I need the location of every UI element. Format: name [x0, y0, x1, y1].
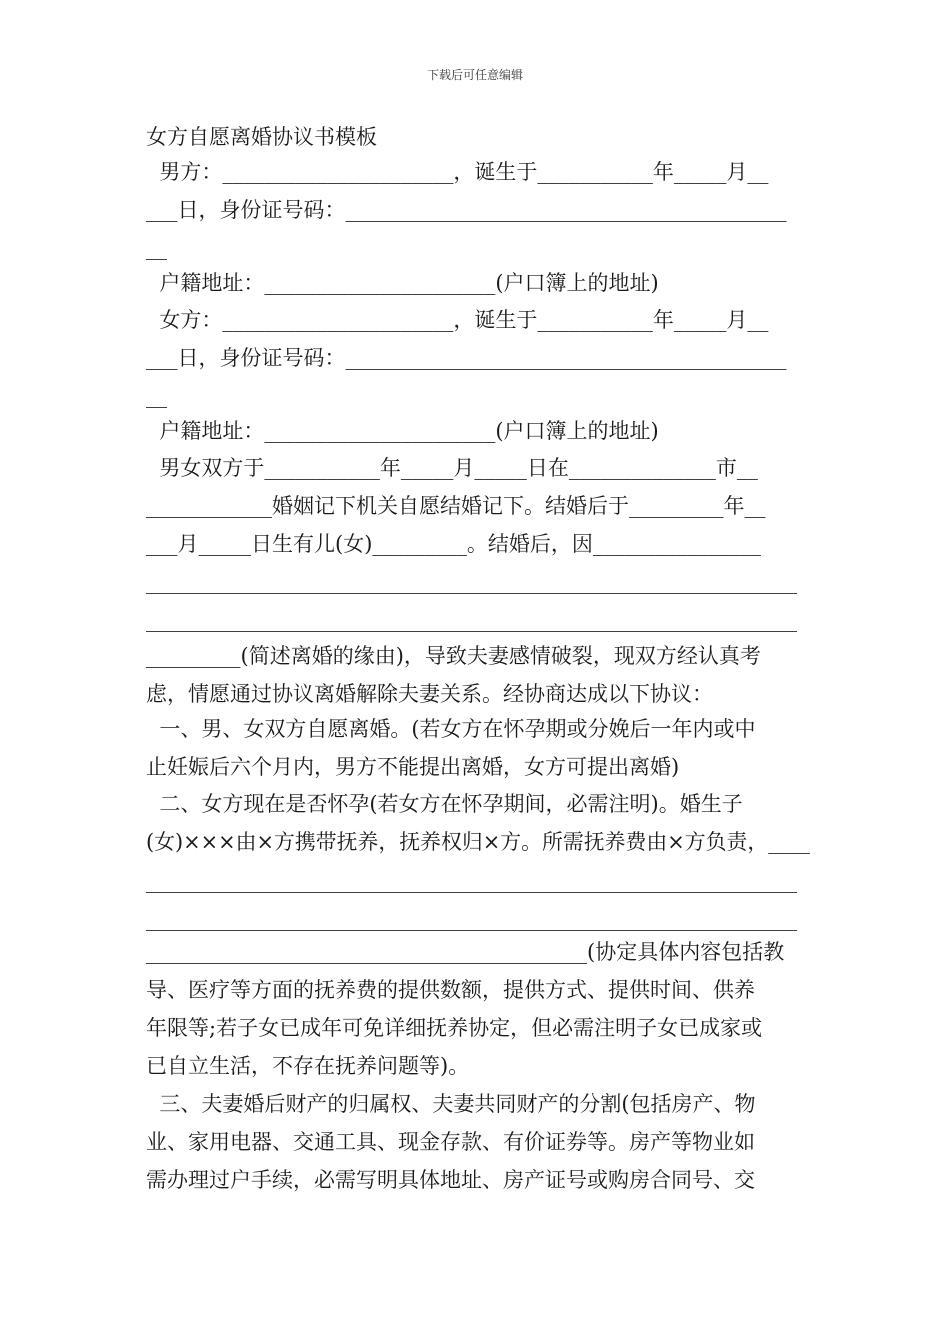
text-line: ___日，身份证号码：__________________________________________: [146, 198, 787, 222]
page-header: 下载后可任意编辑: [426, 68, 523, 82]
text-line: 男方：______________________，诞生于___________年_____月__: [146, 160, 769, 184]
text-line: 止妊娠后六个月内，男方不能提出离婚，女方可提出离婚): [146, 755, 680, 779]
text-line: 虑，情愿通过协议离婚解除夫妻关系。经协商达成以下协议：: [146, 682, 713, 706]
text-line: 业、家用电器、交通工具、现金存款、有价证券等。房产等物业如: [146, 1130, 755, 1154]
text-line: _________(简述离婚的缘由)，导致夫妻感情破裂，现双方经认真考: [146, 644, 761, 668]
text-line: 户籍地址：______________________(户口簿上的地址): [146, 419, 659, 443]
text-line: __: [146, 236, 167, 260]
text-line: 女方：______________________，诞生于___________年_____月__: [146, 308, 769, 332]
text-line: 年限等;若子女已成年可免详细抚养协定，但必需注明子女已成家或: [146, 1016, 763, 1040]
text-line: ___月_____日生有儿(女)_________。结婚后，因________________: [146, 532, 761, 556]
text-line: __: [146, 384, 167, 408]
text-line: 需办理过户手续，必需写明具体地址、房产证号或购房合同号、交: [146, 1168, 755, 1192]
text-line: ___日，身份证号码：__________________________________________: [146, 346, 787, 370]
text-line: 一、男、女双方自愿离婚。(若女方在怀孕期或分娩后一年内或中: [146, 717, 756, 741]
text-line: 已自立生活，不存在抚养问题等)。: [146, 1054, 470, 1078]
text-line: ______________________________________________________________: [146, 869, 797, 893]
text-line: ______________________________________________________________: [146, 608, 797, 632]
text-line: ______________________________________________________________: [146, 570, 797, 594]
text-line: 导、医疗等方面的抚养费的提供数额，提供方式、提供时间、供养: [146, 978, 755, 1002]
text-line: 男女双方于___________年_____月_____日在______________市__: [146, 456, 758, 480]
text-line: ____________婚姻记下机关自愿结婚记下。结婚后于_________年__: [146, 494, 766, 518]
document-title: 女方自愿离婚协议书模板: [146, 125, 377, 149]
text-line: 二、女方现在是否怀孕(若女方在怀孕期间，必需注明)。婚生子: [146, 792, 743, 816]
text-line: 户籍地址：______________________(户口簿上的地址): [146, 271, 659, 295]
text-line: (女)×××由×方携带抚养，抚养权归×方。所需抚养费由×方负责，____: [146, 830, 810, 854]
text-line: 三、夫妻婚后财产的归属权、夫妻共同财产的分割(包括房产、物: [146, 1092, 756, 1116]
text-line: __________________________________________(协定具体内容包括教: [146, 940, 785, 964]
text-line: ______________________________________________________________: [146, 907, 797, 931]
